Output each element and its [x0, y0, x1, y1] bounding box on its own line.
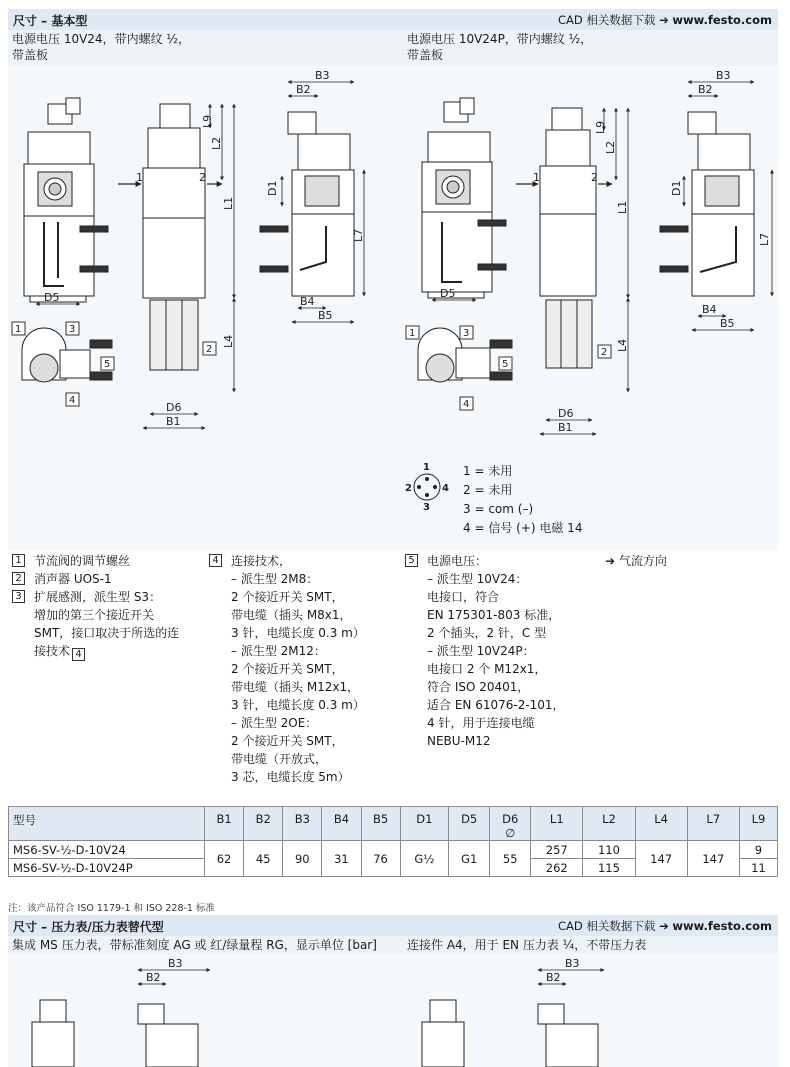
pin2-label: 2 [405, 483, 412, 494]
dim-L2-right: L2 [604, 140, 617, 154]
table-row: MS6-SV-½-D-10V24P 262 115 11 [9, 859, 778, 877]
side-view-left [143, 104, 205, 370]
flow-in-label-left: 1 [136, 171, 143, 184]
svg-text:5: 5 [502, 359, 509, 370]
dimension-table [8, 806, 778, 877]
pin-diagram [405, 462, 449, 513]
dim-B1-right: B1 [558, 421, 573, 434]
dim-B3-left: B3 [315, 69, 330, 82]
legend-col3 [405, 552, 595, 750]
dim-L1-left: L1 [222, 196, 235, 210]
dim-D6-left: D6 [166, 401, 182, 414]
dim-L9-left: L9 [201, 114, 214, 128]
front-view-right [422, 98, 506, 298]
table-header-row: 型号 B1 B2 B3 B4 B5 D1 D5 D6 ∅ L1 L2 L4 L7 L9 [9, 807, 778, 841]
svg-text:1: 1 [15, 324, 22, 335]
section2-title: 尺寸 – 压力表/压力表替代型 [13, 920, 164, 934]
flow-out-label-left: 2 [199, 171, 206, 184]
legend-item-3: 3 扩展感测，派生型 S3： 增加的第三个接近开关 SMT，接口取决于所选的连 接技术 4 [12, 588, 202, 661]
standards-note: 注：该产品符合 ISO 1179-1 和 ISO 228-1 标准 [8, 903, 215, 914]
dim-B4-left: B4 [300, 295, 315, 308]
dim-D1-right: D1 [670, 180, 683, 196]
dim-B3-right: B3 [716, 69, 731, 82]
dim-L2-left: L2 [210, 136, 223, 150]
rear-view-right [660, 112, 754, 296]
pin4-label: 4 [442, 483, 449, 494]
dim-L4-right: L4 [616, 338, 629, 352]
svg-text:4: 4 [463, 399, 470, 410]
airflow-direction-note: ➔ 气流方向 [605, 554, 667, 568]
svg-text:5: 5 [104, 359, 111, 370]
dim-B3-gauge-right: B3 [565, 957, 580, 970]
dim-L7-left: L7 [352, 228, 365, 242]
top-view-left [22, 328, 112, 382]
dim-B1-left: B1 [166, 415, 181, 428]
dim-L7-right: L7 [758, 232, 771, 246]
svg-text:4: 4 [69, 395, 76, 406]
legend-col2 [209, 552, 399, 786]
right-variant-description: 电源电压 10V24P，带内螺纹 ½， 带盖板 [407, 32, 593, 62]
svg-text:2: 2 [206, 344, 213, 355]
pin-assignment-list: 1 = 未用 2 = 未用 3 = com (–) 4 = 信号 (+) 电磁 14 [463, 464, 583, 535]
flow-out-label-right: 2 [591, 171, 598, 184]
pin3-label: 3 [423, 502, 430, 513]
pin1-label: 1 [423, 462, 430, 473]
dim-D1-left: D1 [266, 180, 279, 196]
svg-text:1: 1 [409, 328, 416, 339]
dim-L9-right: L9 [594, 120, 607, 134]
dim-L4-left: L4 [222, 334, 235, 348]
side-view-right [540, 108, 596, 368]
dim-B2-gauge-left: B2 [146, 971, 161, 984]
legend-col1 [12, 552, 202, 661]
cad-download-link[interactable]: CAD 相关数据下载 ➔ www.festo.com [558, 13, 772, 27]
svg-text:3: 3 [463, 328, 470, 339]
gauge-variant-left-description: 集成 MS 压力表，带标准刻度 AG 或 红/绿量程 RG，显示单位 [bar] [12, 938, 377, 952]
dim-B5-left: B5 [318, 309, 333, 322]
legend-item-2: 2 消声器 UOS-1 [12, 570, 202, 588]
dim-B2-left: B2 [296, 83, 311, 96]
left-variant-description: 电源电压 10V24，带内螺纹 ½， 带盖板 [12, 32, 191, 62]
table-row: MS6-SV-½-D-10V24 62 45 90 31 76 G½ G1 55 257 110 147 147 9 [9, 841, 778, 859]
gauge-drawing [0, 954, 790, 1067]
dim-B4-right: B4 [702, 303, 717, 316]
dim-B2-right: B2 [698, 83, 713, 96]
dim-B5-right: B5 [720, 317, 735, 330]
svg-text:3: 3 [69, 324, 76, 335]
front-view-left [24, 98, 108, 302]
flow-in-label-right: 1 [533, 171, 540, 184]
section1-title: 尺寸 – 基本型 [13, 14, 88, 28]
legend-item-1: 1 节流阀的调节螺丝 [12, 552, 202, 570]
dim-B2-gauge-right: B2 [546, 971, 561, 984]
dim-D5-left: D5 [44, 291, 60, 304]
legend-item-4: 4 连接技术， – 派生型 2M8： 2 个接近开关 SMT， 带电缆（插头 M8x1， 3 针，电缆长度 0.3 m） – 派生型 2M12： 2 个接近开关 SMT， 带电缆（插头 M12x1， 3 针，电缆长度 0.3 m） – 派生型 2OE： 2 个接近开关 SMT， 带电缆（开放式， 3 芯，电缆长度 5m） [209, 552, 399, 786]
legend-item-5: 5 电源电压： – 派生型 10V24： 电接口，符合 EN 175301-803 标准， 2 个插头，2 针，C 型 – 派生型 10V24P： 电接口 2 个 M12x1， 符合 ISO 20401， 适合 EN 61076-2-101， 4 针，用于连接电缆 NEBU-M12 [405, 552, 595, 750]
section2-header [8, 915, 778, 936]
rear-view-left [260, 112, 354, 296]
dim-B3-gauge-left: B3 [168, 957, 183, 970]
dim-L1-right: L1 [616, 200, 629, 214]
gauge-variant-right-description: 连接件 A4，用于 EN 压力表 ¼，不带压力表 [407, 938, 647, 952]
svg-text:2: 2 [601, 347, 608, 358]
dim-D6-right: D6 [558, 407, 574, 420]
cad-download-link-2[interactable]: CAD 相关数据下载 ➔ www.festo.com [558, 919, 772, 933]
dim-D5-right: D5 [440, 287, 456, 300]
